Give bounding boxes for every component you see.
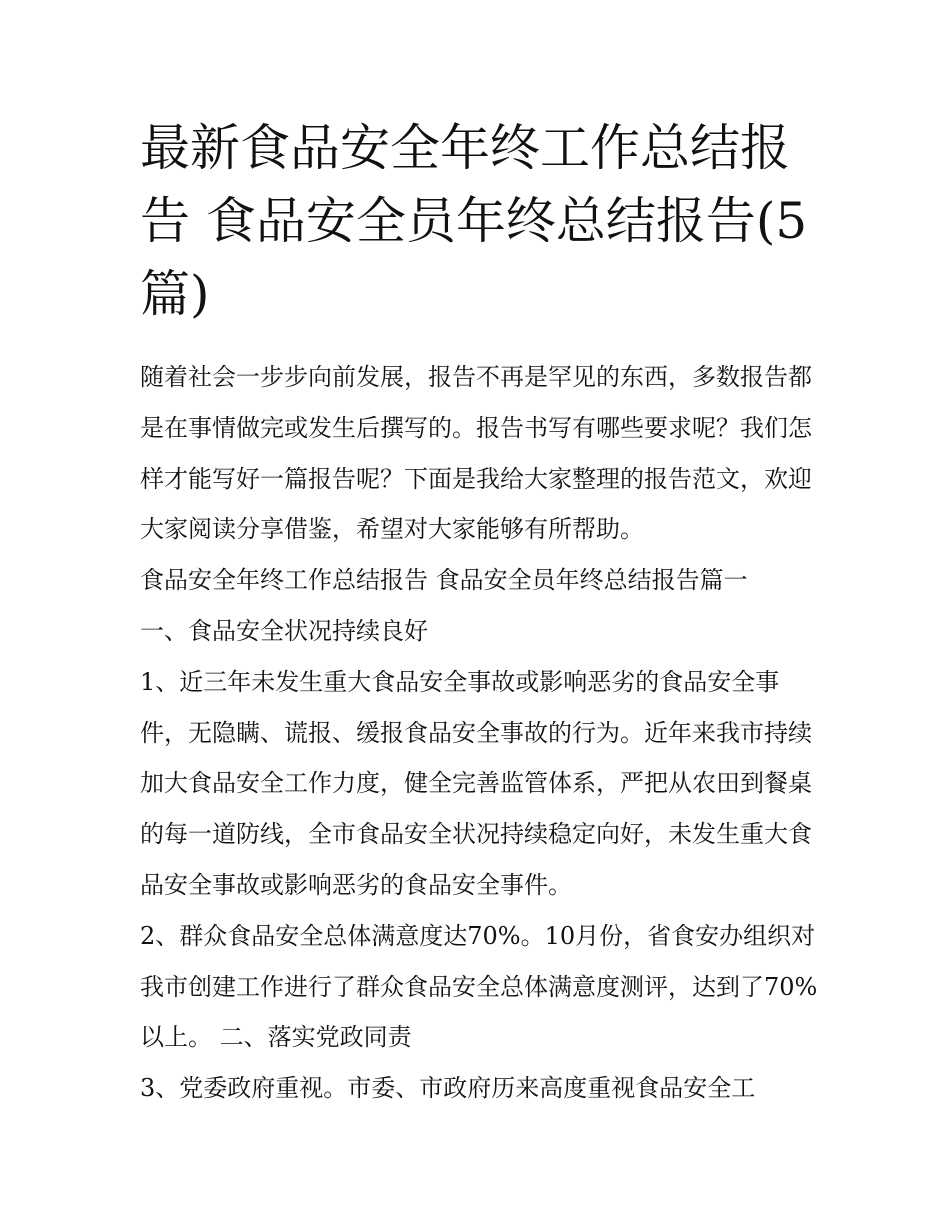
- item-two-paragraph: 2、群众食品安全总体满意度达70%。10月份，省食安办组织对我市创建工作进行了群众食品安全总体满意度测评，达到了70%以上。 二、落实党政同责: [140, 921, 818, 1052]
- item-three-paragraph: 3、党委政府重视。市委、市政府历来高度重视食品安全工: [140, 1074, 756, 1103]
- intro-paragraph: 随着社会一步步向前发展，报告不再是罕见的东西，多数报告都是在事情做完或发生后撰写的。报告书写有哪些要求呢？我们怎样才能写好一篇报告呢？下面是我给大家整理的报告范文，欢迎大家阅读分享借鉴，希望对大家能够有所帮助。: [140, 363, 812, 544]
- document-title: 最新食品安全年终工作总结报告 食品安全员年终总结报告(5篇): [140, 119, 808, 323]
- subheading-one: 一、食品安全状况持续良好: [140, 616, 428, 645]
- document-body: [140, 352, 820, 1114]
- item-one-paragraph: 1、近三年未发生重大食品安全事故或影响恶劣的食品安全事件，无隐瞒、谎报、缓报食品安全事故的行为。近年来我市持续加大食品安全工作力度，健全完善监管体系，严把从农田到餐桌的每一道防线，全市食品安全状况持续稳定向好，未发生重大食品安全事故或影响恶劣的食品安全事件。: [140, 667, 812, 899]
- section-heading: 食品安全年终工作总结报告 食品安全员年终总结报告篇一: [140, 566, 748, 595]
